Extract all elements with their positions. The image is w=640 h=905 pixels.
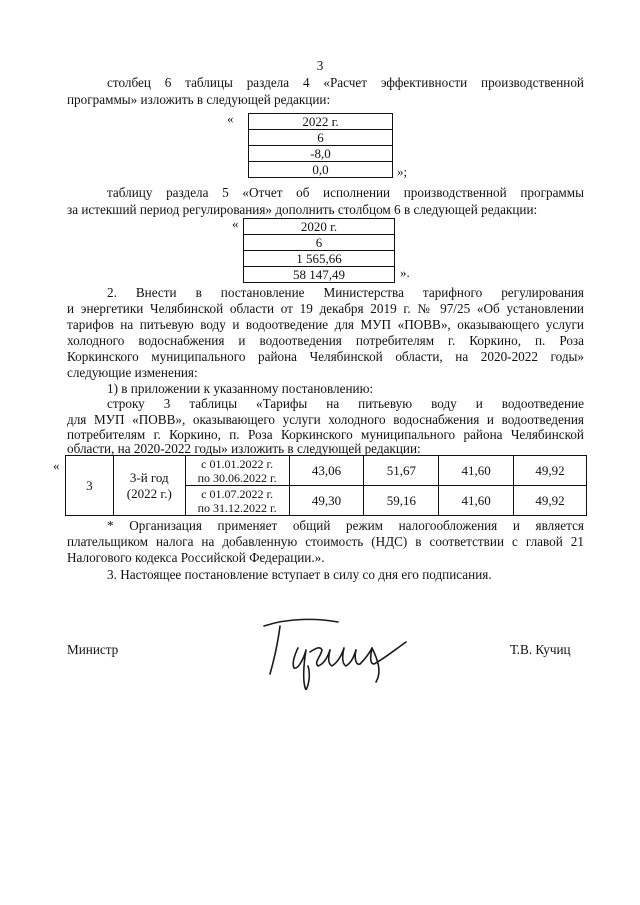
para5-line3: потребителям г. Коркино, п. Роза Коркинского муниципального района Челябинской <box>67 427 584 442</box>
table1-open-quote: « <box>227 111 234 126</box>
tariff-value: 49,30 <box>289 486 364 516</box>
handwritten-signature <box>258 612 418 690</box>
table2 <box>243 218 395 283</box>
period-cell <box>113 456 185 516</box>
para2-line1: таблицу раздела 5 «Отчет об исполнении производственной программы <box>107 185 584 200</box>
para2-line2: за истекший период регулирования» дополнить столбцом 6 в следующей редакции: <box>67 202 538 217</box>
table3-open-quote: « <box>53 458 60 473</box>
tariff-value: 41,60 <box>439 456 514 486</box>
footnote-line2: плательщиком налога на добавленную стоимость (НДС) в соответствии с главой 21 <box>67 534 584 549</box>
period-line: (2022 г.) <box>126 485 172 501</box>
signatory-name: Т.В. Кучиц <box>510 642 571 657</box>
para3-line4: холодного водоснабжения и водоотведения потребителям г. Коркино, п. Роза <box>67 333 584 348</box>
row-number: 3 <box>66 456 114 516</box>
table1-cell: 0,0 <box>249 162 393 178</box>
date-range-cell <box>185 456 289 486</box>
tariff-value: 49,92 <box>514 486 587 516</box>
table2-open-quote: « <box>232 216 239 231</box>
table1-close-quote: »; <box>397 164 408 179</box>
date-from: с 01.07.2022 г. <box>201 486 274 501</box>
date-from: с 01.01.2022 г. <box>201 456 274 471</box>
para4: 1) в приложении к указанному постановлению: <box>107 381 374 396</box>
para3-line3: тарифов на питьевую воду и водоотведение для МУП «ПОВВ», оказывающего услуги <box>67 317 584 332</box>
para3-line6: следующие изменения: <box>67 365 198 380</box>
para6: 3. Настоящее постановление вступает в силу со дня его подписания. <box>107 567 492 582</box>
page-number: 3 <box>316 58 324 73</box>
table2-cell: 2020 г. <box>244 219 395 235</box>
signatory-title: Министр <box>67 642 119 657</box>
period-line: 3-й год <box>129 469 169 485</box>
table1-cell: 6 <box>249 130 393 146</box>
para5-line2: для МУП «ПОВВ», оказывающего услуги холодного водоснабжения и водоотведения <box>67 412 584 427</box>
para3-line1: 2. Внести в постановление Министерства тарифного регулирования <box>107 285 584 300</box>
table1-cell: -8,0 <box>249 146 393 162</box>
table2-cell: 58 147,49 <box>244 267 395 283</box>
date-to: по 30.06.2022 г. <box>197 470 277 485</box>
tariff-value: 41,60 <box>439 486 514 516</box>
table1-cell: 2022 г. <box>249 114 393 130</box>
tariff-value: 49,92 <box>514 456 587 486</box>
para1-line2: программы» изложить в следующей редакции: <box>67 92 331 107</box>
tariff-value: 51,67 <box>364 456 439 486</box>
tariff-table-row <box>65 455 587 516</box>
tariff-value: 43,06 <box>289 456 364 486</box>
footnote-line3: Налогового кодекса Российской Федерации.». <box>67 550 325 565</box>
table2-close-quote: ». <box>400 265 410 280</box>
para1-line1: столбец 6 таблицы раздела 4 «Расчет эффективности производственной <box>107 75 584 90</box>
date-to: по 31.12.2022 г. <box>197 500 277 515</box>
para3-line2: и энергетики Челябинской области от 19 декабря 2019 г. № 97/25 «Об установлении <box>67 301 584 316</box>
para3-line5: Коркинского муниципального района Челябинской области, на 2020-2022 годы» <box>67 349 584 364</box>
tariff-value: 59,16 <box>364 486 439 516</box>
table1 <box>248 113 393 178</box>
footnote-line1: * Организация применяет общий режим налогообложения и является <box>107 518 584 533</box>
table2-cell: 6 <box>244 235 395 251</box>
date-range-cell <box>185 486 289 516</box>
table2-cell: 1 565,66 <box>244 251 395 267</box>
para5-line4: области, на 2020-2022 годы» изложить в следующей редакции: <box>67 441 421 456</box>
para5-line1: строку 3 таблицы «Тарифы на питьевую воду и водоотведение <box>107 396 584 411</box>
